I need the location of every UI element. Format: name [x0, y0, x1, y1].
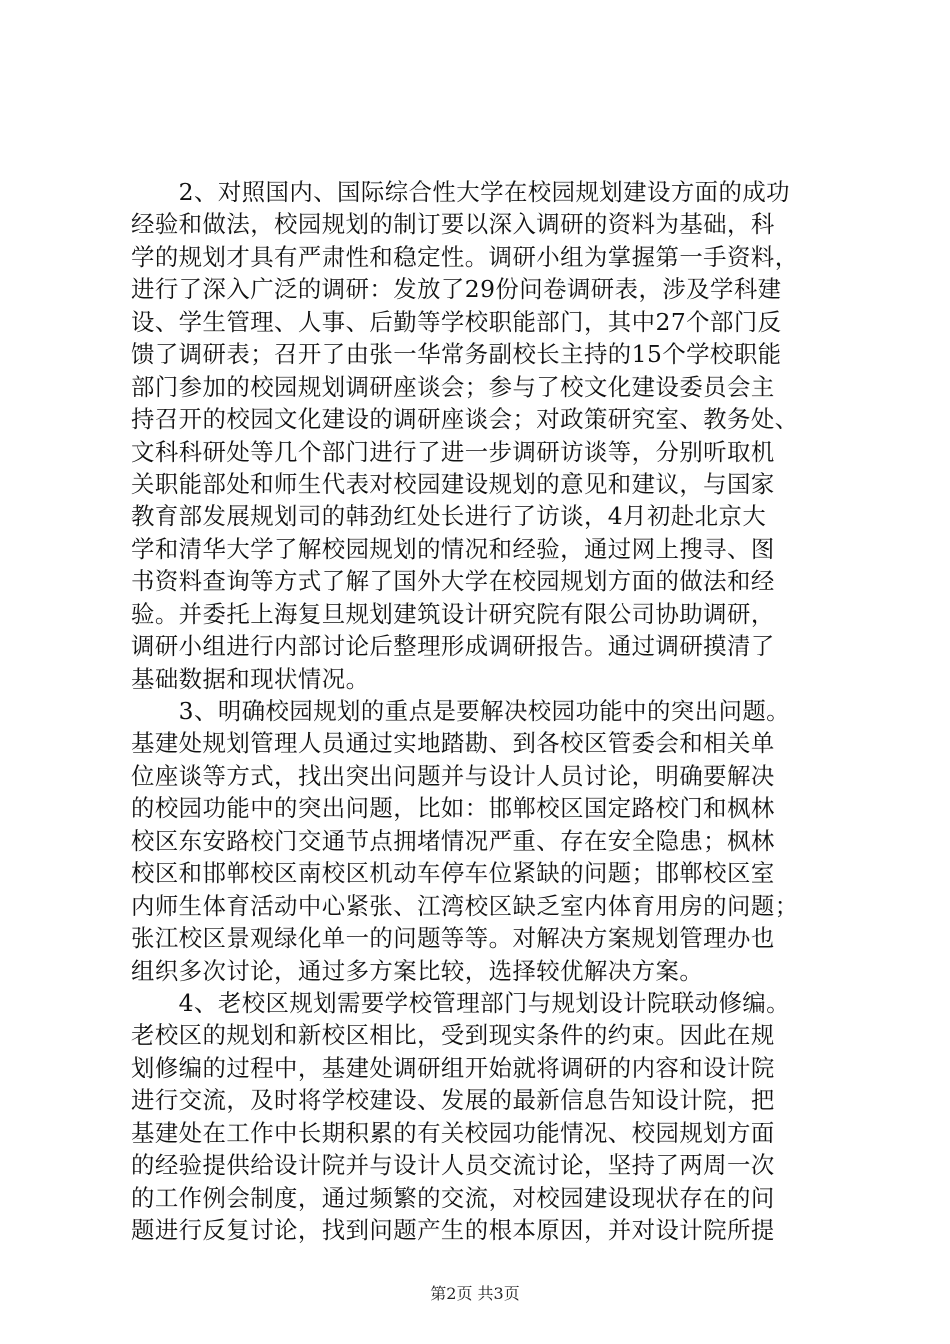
text-line: 基础数据和现状情况。	[131, 664, 370, 693]
text-line: 划修编的过程中，基建处调研组开始就将调研的内容和设计院	[131, 1053, 775, 1082]
text-line: 部门参加的校园规划调研座谈会；参与了校文化建设委员会主	[131, 372, 775, 401]
text-line: 学和清华大学了解校园规划的情况和经验，通过网上搜寻、图	[131, 534, 775, 563]
text-line: 基建处规划管理人员通过实地踏勘、到各校区管委会和相关单	[131, 729, 775, 758]
text-line: 关职能部处和师生代表对校园建设规划的意见和建议，与国家	[131, 469, 775, 498]
text-line: 内师生体育活动中心紧张、江湾校区缺乏室内体育用房的问题；	[131, 891, 799, 920]
text-line: 3、明确校园规划的重点是要解决校园功能中的突出问题。	[131, 697, 791, 725]
text-line: 基建处在工作中长期积累的有关校园功能情况、校园规划方面	[131, 1118, 775, 1147]
text-line: 2、对照国内、国际综合性大学在校园规划建设方面的成功	[131, 178, 791, 206]
text-line: 书资料查询等方式了解了国外大学在校园规划方面的做法和经	[131, 567, 775, 596]
text-line: 校区东安路校门交通节点拥堵情况严重、存在安全隐患；枫林	[131, 826, 775, 855]
text-line: 校区和邯郸校区南校区机动车停车位紧缺的问题；邯郸校区室	[131, 859, 775, 888]
text-line: 组织多次讨论，通过多方案比较，选择较优解决方案。	[131, 956, 704, 985]
body-text	[131, 176, 825, 1246]
text-line: 经验和做法，校园规划的制订要以深入调研的资料为基础，科	[131, 210, 775, 239]
text-line: 题进行反复讨论，找到问题产生的根本原因，并对设计院所提	[131, 1216, 775, 1244]
text-line: 进行交流，及时将学校建设、发展的最新信息告知设计院，把	[131, 1086, 775, 1115]
text-line: 老校区的规划和新校区相比，受到现实条件的约束。因此在规	[131, 1021, 775, 1050]
text-line: 教育部发展规划司的韩劲红处长进行了访谈，4月初赴北京大	[131, 502, 767, 531]
text-line: 调研小组进行内部讨论后整理形成调研报告。通过调研摸清了	[131, 632, 775, 661]
text-line: 文科科研处等几个部门进行了进一步调研访谈等，分别听取机	[131, 437, 775, 466]
text-line: 馈了调研表；召开了由张一华常务副校长主持的15个学校职能	[131, 340, 782, 369]
text-line: 持召开的校园文化建设的调研座谈会；对政策研究室、教务处、	[131, 405, 799, 434]
text-line: 4、老校区规划需要学校管理部门与规划设计院联动修编。	[131, 988, 791, 1017]
text-line: 的校园功能中的突出问题，比如：邯郸校区国定路校门和枫林	[131, 794, 775, 823]
page-footer: 第2页 共3页	[430, 1284, 520, 1303]
text-line: 学的规划才具有严肃性和稳定性。调研小组为掌握第一手资料，	[131, 242, 799, 271]
text-line: 进行了深入广泛的调研：发放了29份问卷调研表，涉及学科建	[131, 275, 782, 304]
text-line: 设、学生管理、人事、后勤等学校职能部门，其中27个部门反	[131, 307, 782, 336]
text-line: 的经验提供给设计院并与设计人员交流讨论，坚持了两周一次	[131, 1151, 775, 1180]
text-line: 验。并委托上海复旦规划建筑设计研究院有限公司协助调研，	[131, 599, 775, 628]
text-line: 张江校区景观绿化单一的问题等等。对解决方案规划管理办也	[131, 924, 775, 953]
text-line: 的工作例会制度，通过频繁的交流，对校园建设现状存在的问	[131, 1183, 775, 1212]
text-line: 位座谈等方式，找出突出问题并与设计人员讨论，明确要解决	[131, 761, 775, 790]
